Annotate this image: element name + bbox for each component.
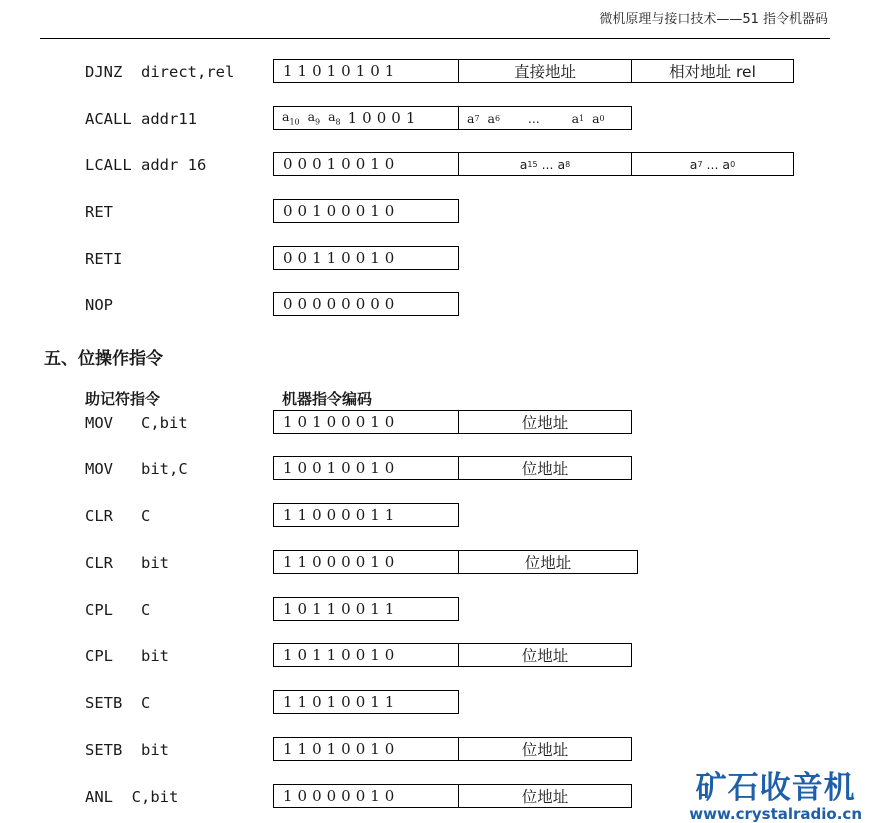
mnemonic: MOV C,bit xyxy=(85,414,188,432)
opcode-bits: 10110011 xyxy=(273,597,459,621)
address-low-field: a 7 ... a 0 xyxy=(631,152,794,176)
instruction-row xyxy=(0,292,870,318)
opcode-bits: 11010011 xyxy=(273,690,459,714)
instruction-row xyxy=(0,690,870,716)
opcode-bits: 11010010 xyxy=(273,737,459,761)
instruction-row xyxy=(0,59,870,85)
instruction-row xyxy=(0,643,870,669)
instruction-row xyxy=(0,246,870,272)
address-high-field: a 15 ... a 8 xyxy=(458,152,632,176)
header-rule xyxy=(40,38,830,39)
instruction-row xyxy=(0,597,870,623)
section-heading: 五、位操作指令 xyxy=(44,349,163,369)
mnemonic: SETB bit xyxy=(85,741,169,759)
opcode-bits: 00000000 xyxy=(273,292,459,316)
instruction-row xyxy=(0,503,870,529)
mnemonic: CLR C xyxy=(85,507,151,525)
instruction-row xyxy=(0,737,870,763)
mnemonic: CPL C xyxy=(85,601,151,619)
opcode-bits: 10000010 xyxy=(273,784,459,808)
bit-address-field: 位地址 xyxy=(458,410,632,434)
address-bits-high: $a_{10}$ $a_9$ $a_8$ xyxy=(282,109,341,127)
opcode-bits: 11000011 xyxy=(273,503,459,527)
opcode-bits xyxy=(273,106,459,130)
instruction-row xyxy=(0,550,870,576)
mnemonic: DJNZ direct,rel xyxy=(85,63,235,81)
mnemonic: RET xyxy=(85,203,113,221)
opcode-bits: 11000010 xyxy=(273,550,459,574)
opcode-bits-tail: 10001 xyxy=(347,109,421,127)
opcode-bits: 10110010 xyxy=(273,643,459,667)
opcode-bits: 00010010 xyxy=(273,152,459,176)
watermark xyxy=(689,762,862,823)
opcode-bits: 00100010 xyxy=(273,199,459,223)
instruction-row xyxy=(0,199,870,225)
mnemonic: NOP xyxy=(85,296,113,314)
mnemonic: ACALL addr11 xyxy=(85,110,197,128)
mnemonic: RETI xyxy=(85,250,123,268)
mnemonic: CLR bit xyxy=(85,554,169,572)
opcode-bits: 10100010 xyxy=(273,410,459,434)
opcode-bits: 10010010 xyxy=(273,456,459,480)
bit-address-field: 位地址 xyxy=(458,784,632,808)
instruction-row xyxy=(0,456,870,482)
mnemonic: LCALL addr 16 xyxy=(85,156,207,174)
mnemonic: CPL bit xyxy=(85,647,169,665)
page-header: 微机原理与接口技术——51 指令机器码 xyxy=(599,12,828,27)
mnemonic: SETB C xyxy=(85,694,151,712)
instruction-row xyxy=(0,410,870,436)
mnemonic: MOV bit,C xyxy=(85,460,188,478)
address-low-field: a 7 a 6 ... a 1 a 0 xyxy=(458,106,632,130)
bit-address-field: 位地址 xyxy=(458,456,632,480)
watermark-name: 矿石收音机 xyxy=(695,770,856,806)
opcode-bits: 11010101 xyxy=(273,59,459,83)
instruction-row xyxy=(0,152,870,178)
bit-address-field: 位地址 xyxy=(458,737,632,761)
opcode-bits: 00110010 xyxy=(273,246,459,270)
watermark-url: www.crystalradio.cn xyxy=(689,805,862,823)
direct-address-field: 直接地址 xyxy=(458,59,632,83)
instruction-row xyxy=(0,106,870,132)
bit-address-field: 位地址 xyxy=(458,550,638,574)
column-header-mnemonic: 助记符指令 xyxy=(85,390,161,408)
mnemonic: ANL C,bit xyxy=(85,788,179,806)
relative-address-field: 相对地址 rel xyxy=(631,59,794,83)
bit-address-field: 位地址 xyxy=(458,643,632,667)
column-header-code: 机器指令编码 xyxy=(282,390,373,408)
